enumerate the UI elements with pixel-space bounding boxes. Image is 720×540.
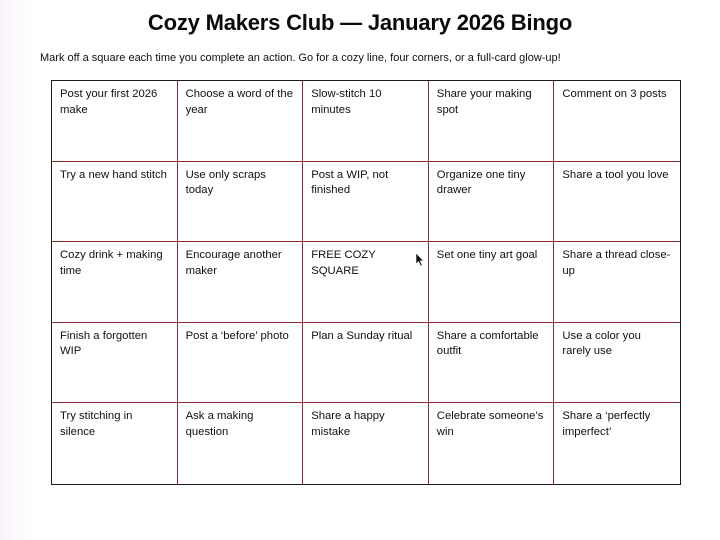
bingo-square-r5c5[interactable]: Share a ‘perfectly imperfect’	[554, 403, 680, 484]
bingo-square-r5c4[interactable]: Celebrate someone’s win	[429, 403, 555, 484]
bingo-square-r5c1[interactable]: Try stitching in silence	[52, 403, 178, 484]
bingo-square-r1c3[interactable]: Slow-stitch 10 minutes	[303, 81, 429, 162]
bingo-square-r4c3[interactable]: Plan a Sunday ritual	[303, 323, 429, 404]
bingo-square-free[interactable]: FREE COZY SQUARE	[303, 242, 429, 323]
bingo-square-r2c5[interactable]: Share a tool you love	[554, 162, 680, 243]
bingo-square-r4c1[interactable]: Finish a forgotten WIP	[52, 323, 178, 404]
bingo-square-free-r1c1[interactable]: Post your first 2026 make	[52, 81, 178, 162]
bingo-square-r5c3[interactable]: Share a happy mistake	[303, 403, 429, 484]
bingo-square-r4c4[interactable]: Share a comfortable outfit	[429, 323, 555, 404]
page-title: Cozy Makers Club — January 2026 Bingo	[147, 10, 573, 35]
bingo-square-r1c4[interactable]: Share your making spot	[429, 81, 555, 162]
bingo-square-r4c2[interactable]: Post a ‘before’ photo	[178, 323, 304, 404]
bingo-square-r1c2[interactable]: Choose a word of the year	[178, 81, 304, 162]
mouse-pointer-icon	[415, 253, 425, 267]
bingo-card	[51, 80, 681, 485]
bingo-square-r3c4[interactable]: Set one tiny art goal	[429, 242, 555, 323]
bingo-square-r2c1[interactable]: Try a new hand stitch	[52, 162, 178, 243]
bingo-square-r2c4[interactable]: Organize one tiny drawer	[429, 162, 555, 243]
bingo-square-r5c2[interactable]: Ask a making question	[178, 403, 304, 484]
bingo-square-r4c5[interactable]: Use a color you rarely use	[554, 323, 680, 404]
bingo-square-r3c5[interactable]: Share a thread close-up	[554, 242, 680, 323]
instructions: Mark off a square each time you complete an action. Go for a cozy line, four corners, or a full-card glow-up!	[40, 52, 561, 64]
bingo-square-r1c5[interactable]: Comment on 3 posts	[554, 81, 680, 162]
bingo-square-r3c2[interactable]: Encourage another maker	[178, 242, 304, 323]
bingo-square-r2c3[interactable]: Post a WIP, not finished	[303, 162, 429, 243]
bingo-square-r3c1[interactable]: Cozy drink + making time	[52, 242, 178, 323]
bingo-square-r2c2[interactable]: Use only scraps today	[178, 162, 304, 243]
